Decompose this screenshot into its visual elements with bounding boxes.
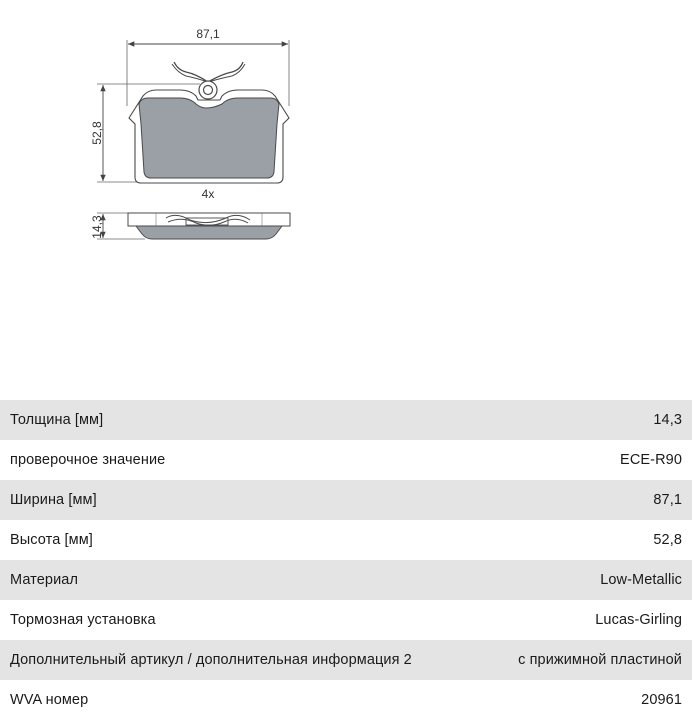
pad-front-view [129, 62, 289, 183]
spec-value: ECE-R90 [620, 452, 682, 468]
thickness-dimension-label: 14,3 [90, 215, 104, 239]
spec-row-additional-info [0, 640, 692, 680]
spec-value: 20961 [641, 692, 682, 708]
spec-label: Высота [мм] [10, 532, 93, 548]
spec-row-material [0, 560, 692, 600]
spec-label: Тормозная установка [10, 612, 156, 628]
width-dimension-label: 87,1 [196, 27, 220, 41]
spec-row-height [0, 520, 692, 560]
spec-row-brake-system [0, 600, 692, 640]
spec-value: Low-Metallic [600, 572, 682, 588]
spec-row-thickness [0, 400, 692, 440]
spec-label: проверочное значение [10, 452, 166, 468]
specifications-table [0, 400, 692, 720]
spec-value: 87,1 [653, 492, 682, 508]
spec-value: 14,3 [653, 412, 682, 428]
spec-row-test-value [0, 440, 692, 480]
spec-label: Толщина [мм] [10, 412, 104, 428]
quantity-label: 4x [201, 187, 215, 201]
spec-row-width [0, 480, 692, 520]
spec-value: 52,8 [653, 532, 682, 548]
pad-side-view [128, 213, 290, 239]
height-dimension-label: 52,8 [90, 121, 104, 145]
spec-label: Ширина [мм] [10, 492, 97, 508]
spec-label: WVA номер [10, 692, 89, 708]
spec-value: Lucas-Girling [595, 612, 682, 628]
brake-pad-technical-drawing [0, 0, 692, 290]
spec-row-wva-number [0, 680, 692, 720]
spec-label: Дополнительный артикул / дополнительная информация 2 [10, 652, 412, 668]
spec-label: Материал [10, 572, 79, 588]
spec-value: с прижимной пластиной [518, 652, 682, 668]
